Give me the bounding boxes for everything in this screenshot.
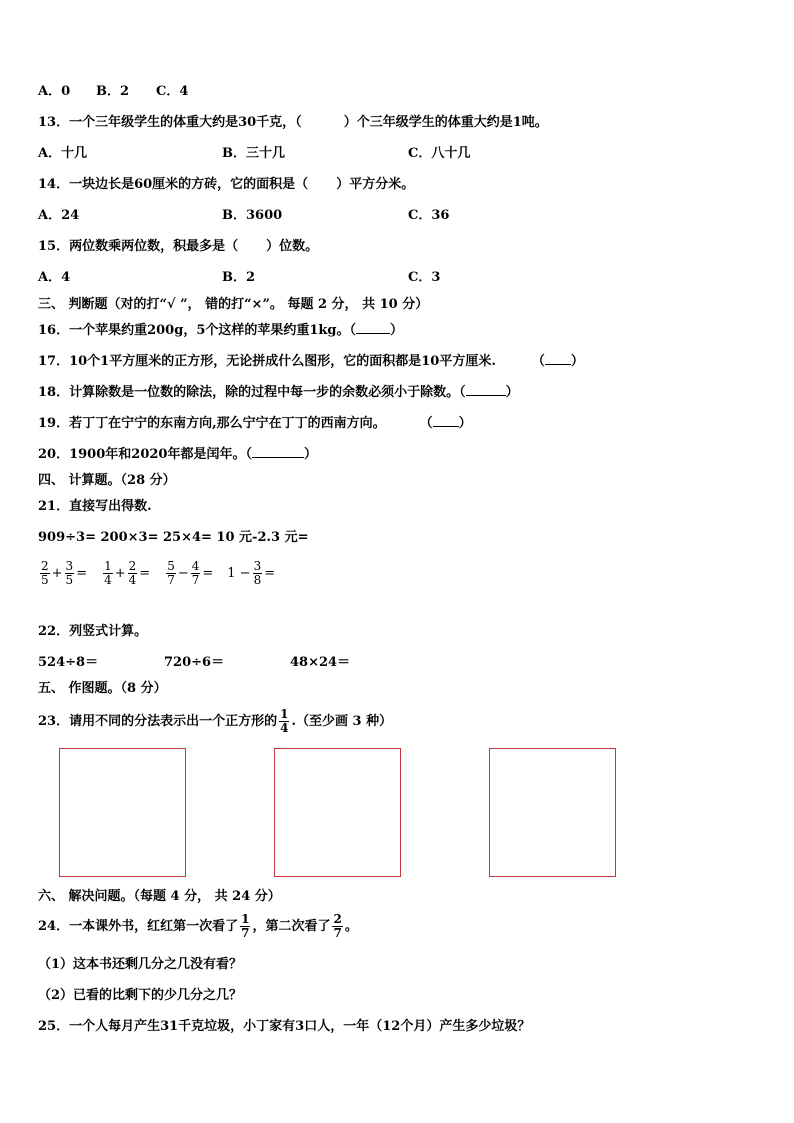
answer-blank[interactable] (252, 457, 304, 458)
section-5-title: 五、 作图题。（8 分） (38, 681, 167, 696)
q14-option-b: B．3600 (222, 208, 283, 223)
q12-option-b: B．2 (96, 84, 130, 99)
q13-option-b: B．三十几 (222, 146, 285, 161)
math-item-1: $\frac{2}{5}$ + $\frac{3}{5}$ = (41, 559, 88, 587)
math-item-4: 1 − $\frac{3}{8}$ = (227, 559, 276, 587)
q21-question: 21．直接写出得数. (38, 499, 152, 514)
q22-expr-a: 524÷8＝ (38, 655, 99, 670)
q23-question: 23．请用不同的分法表示出一个正方形的 $\frac{1}{4}$ .（至少画 3 种） (38, 707, 393, 735)
q12-option-c: C．4 (156, 84, 189, 99)
q25-question: 25．一个人每月产生31千克垃圾，小丁家有3口人，一年（12个月）产生多少垃圾？ (38, 1019, 531, 1034)
answer-blank[interactable] (545, 364, 571, 365)
q22-expr-b: 720÷6＝ (164, 655, 225, 670)
section-3-title: 三、 判断题（对的打“√ ”， 错的打“×”。 每题 2 分， 共 10 分） (38, 297, 429, 312)
q19-question: 19．若丁丁在宁宁的东南方向,那么宁宁在丁丁的西南方向。 （ ） (38, 416, 472, 431)
q24-question: 24．一本课外书，红红第一次看了 $\frac{1}{7}$ ，第二次看了 $\frac{2}{7}$ 。 (38, 912, 358, 940)
q16-question: 16．一个苹果约重200g，5个这样的苹果约重1kg。（ ） (38, 323, 404, 338)
math-item-2: $\frac{1}{4}$ + $\frac{2}{4}$ = (104, 559, 151, 587)
q15-option-a: A．4 (38, 270, 71, 285)
q24-sub-2: （2）已看的比剩下的少几分之几？ (38, 988, 243, 1003)
q17-question: 17．10个1平方厘米的正方形，无论拼成什么图形，它的面积都是10平方厘米. （ ） (38, 354, 584, 369)
q22-question: 22．列竖式计算。 (38, 624, 148, 639)
q15-question: 15．两位数乘两位数，积最多是（ ）位数。 (38, 239, 319, 254)
q18-question: 18．计算除数是一位数的除法，除的过程中每一步的余数必须小于除数。（ ） (38, 385, 519, 400)
section-4-title: 四、 计算题。（28 分） (38, 473, 176, 488)
answer-blank[interactable] (356, 333, 390, 334)
q13-option-c: C．八十几 (408, 146, 471, 161)
q15-option-c: C．3 (408, 270, 441, 285)
answer-blank[interactable] (466, 395, 506, 396)
q22-expr-c: 48×24＝ (290, 655, 351, 670)
answer-blank[interactable] (433, 426, 459, 427)
drawing-square-3[interactable] (489, 748, 616, 877)
drawing-square-2[interactable] (274, 748, 401, 877)
q14-option-c: C．36 (408, 208, 450, 223)
section-6-title: 六、 解决问题。（每题 4 分， 共 24 分） (38, 889, 281, 904)
q24-sub-1: （1）这本书还剩几分之几没有看？ (38, 957, 243, 972)
q14-option-a: A．24 (38, 208, 80, 223)
q21-row1: 909÷3= 200×3= 25×4= 10 元-2.3 元= (38, 530, 309, 545)
drawing-square-1[interactable] (59, 748, 186, 877)
q12-option-a: A．0 (38, 84, 71, 99)
q13-question: 13．一个三年级学生的体重大约是30千克，（ ）个三年级学生的体重大约是1吨。 (38, 115, 548, 130)
q20-question: 20．1900年和2020年都是闰年。（ ） (38, 447, 317, 462)
q14-question: 14．一块边长是60厘米的方砖，它的面积是（ ）平方分米。 (38, 177, 415, 192)
q21-fraction-row (38, 560, 289, 587)
q15-option-b: B．2 (222, 270, 256, 285)
q13-option-a: A．十几 (38, 146, 88, 161)
math-item-3: $\frac{5}{7}$ − $\frac{4}{7}$ = (167, 559, 214, 587)
